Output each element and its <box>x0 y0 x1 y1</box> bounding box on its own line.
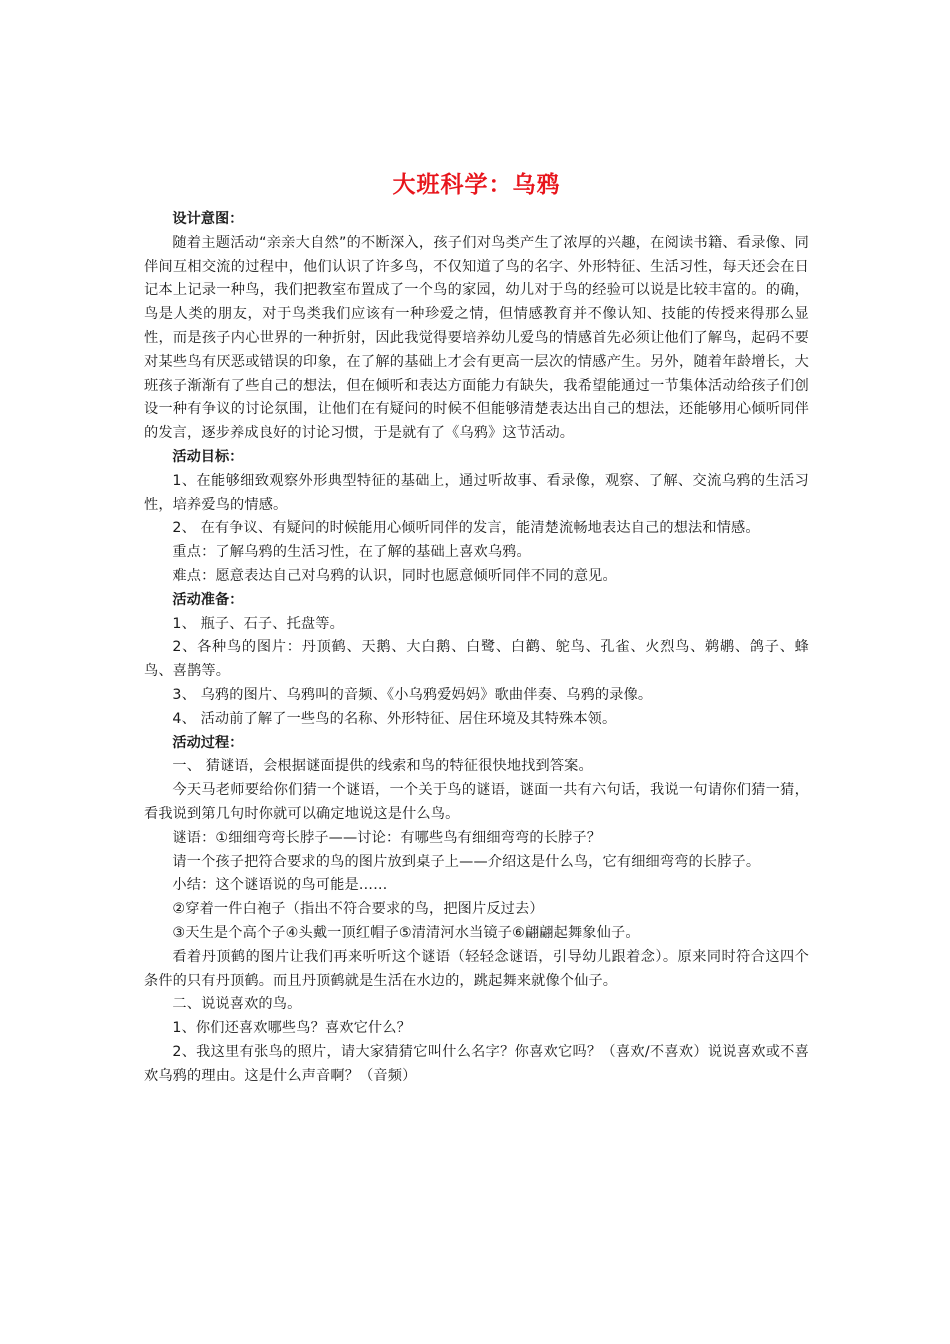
section-heading-goals: 活动目标： <box>172 448 244 465</box>
process-step-1: 一、 猜谜语，会根据谜面提供的线索和鸟的特征很快地找到答案。 <box>172 758 593 775</box>
difficulty-point: 难点：愿意表达自己对乌鸦的认识，同时也愿意倾听同伴不同的意见。 <box>172 567 617 584</box>
key-point: 重点：了解乌鸦的生活习性，在了解的基础上喜欢乌鸦。 <box>172 544 531 561</box>
material-item-4: 4、 活动前了解了一些鸟的名称、外形特征、居住环境及其特殊本领。 <box>172 710 617 727</box>
process-paragraph: 今天马老师要给你们猜一个谜语，一个关于鸟的谜语，谜面一共有六句话，我说一句请你们猜一猜，看我说到第几句时你就可以确定地说这是什么鸟。 <box>144 782 809 822</box>
material-item-2: 2、各种鸟的图片：丹顶鹤、天鹅、大白鹅、白鹭、白鹳、鸵鸟、孔雀、火烈鸟、鹈鹕、鸽子、蜂鸟、喜鹊等。 <box>144 639 809 680</box>
process-paragraph: 请一个孩子把符合要求的鸟的图片放到桌子上——介绍这是什么鸟，它有细细弯弯的长脖子。 <box>172 853 761 870</box>
riddle-line-1: 谜语：①细细弯弯长脖子——讨论：有哪些鸟有细细弯弯的长脖子？ <box>172 829 602 846</box>
section-heading-design-intent: 设计意图： <box>172 211 244 227</box>
question-item-1: 1、你们还喜欢哪些鸟？喜欢它什么？ <box>172 1020 411 1037</box>
document-title: 大班科学：乌鸦 <box>392 172 561 198</box>
riddle-line-2: ②穿着一件白袍子（指出不符合要求的鸟，把图片反过去） <box>172 901 544 918</box>
goal-item-2: 2、 在有争议、有疑问的时候能用心倾听同伴的发言，能清楚流畅地表达自己的想法和情感。 <box>172 520 760 537</box>
document-page <box>144 168 809 1088</box>
section-heading-process: 活动过程： <box>172 734 244 751</box>
paragraph-design-intent: 随着主题活动“亲亲大自然”的不断深入，孩子们对鸟类产生了浓厚的兴趣，在阅读书籍、看录像、同伴间互相交流的过程中，他们认识了许多鸟，不仅知道了鸟的名字、外形特征、生活习性，每天还会在日记本上记录一种鸟，我们把教室布置成了一个鸟的家园，幼儿对于鸟的经验可以说是比较丰富的。的确，鸟是人类的朋友，对于鸟类我们应该有一种珍爱之情，但情感教育并不像认知、技能的传授来得那么显性，而是孩子内心世界的一种折射，因此我觉得要培养幼儿爱鸟的情感首先必须让他们了解鸟，起码不要对某些鸟有厌恶或错误的印象，在了解的基础上才会有更高一层次的情感产生。另外，随着年龄增长，大班孩子渐渐有了些自己的想法，但在倾听和表达方面能力有缺失，我希望能通过一节集体活动给孩子们创设一种有争议的讨论氛围，让他们在有疑问的时候不但能够清楚表达出自己的想法，还能够用心倾听同伴的发言，逐步养成良好的讨论习惯，于是就有了《乌鸦》这节活动。 <box>144 234 809 442</box>
summary-line: 小结：这个谜语说的鸟可能是…… <box>172 877 388 894</box>
goal-item-1: 1、在能够细致观察外形典型特征的基础上，通过听故事、看录像，观察、了解、交流乌鸦的生活习性，培养爱鸟的情感。 <box>144 472 809 513</box>
section-heading-preparation: 活动准备： <box>172 591 244 608</box>
question-item-2: 2、我这里有张鸟的照片，请大家猜猜它叫什么名字？你喜欢它吗？（喜欢/不喜欢）说说喜欢或不喜欢乌鸦的理由。这是什么声音啊？（音频） <box>144 1043 809 1084</box>
material-item-1: 1、 瓶子、石子、托盘等。 <box>172 615 344 632</box>
material-item-3: 3、 乌鸦的图片、乌鸦叫的音频、《小乌鸦爱妈妈》歌曲伴奏、乌鸦的录像。 <box>172 686 653 703</box>
process-paragraph: 看着丹顶鹤的图片让我们再来听听这个谜语（轻轻念谜语，引导幼儿跟着念）。原来同时符合这四个条件的只有丹顶鹤。而且丹顶鹤就是生活在水边的，跳起舞来就像个仙子。 <box>144 948 809 989</box>
riddle-line-3: ③天生是个高个子④头戴一顶红帽子⑤清清河水当镜子⑥翩翩起舞象仙子。 <box>172 924 640 941</box>
process-step-2: 二、说说喜欢的鸟。 <box>172 996 302 1013</box>
